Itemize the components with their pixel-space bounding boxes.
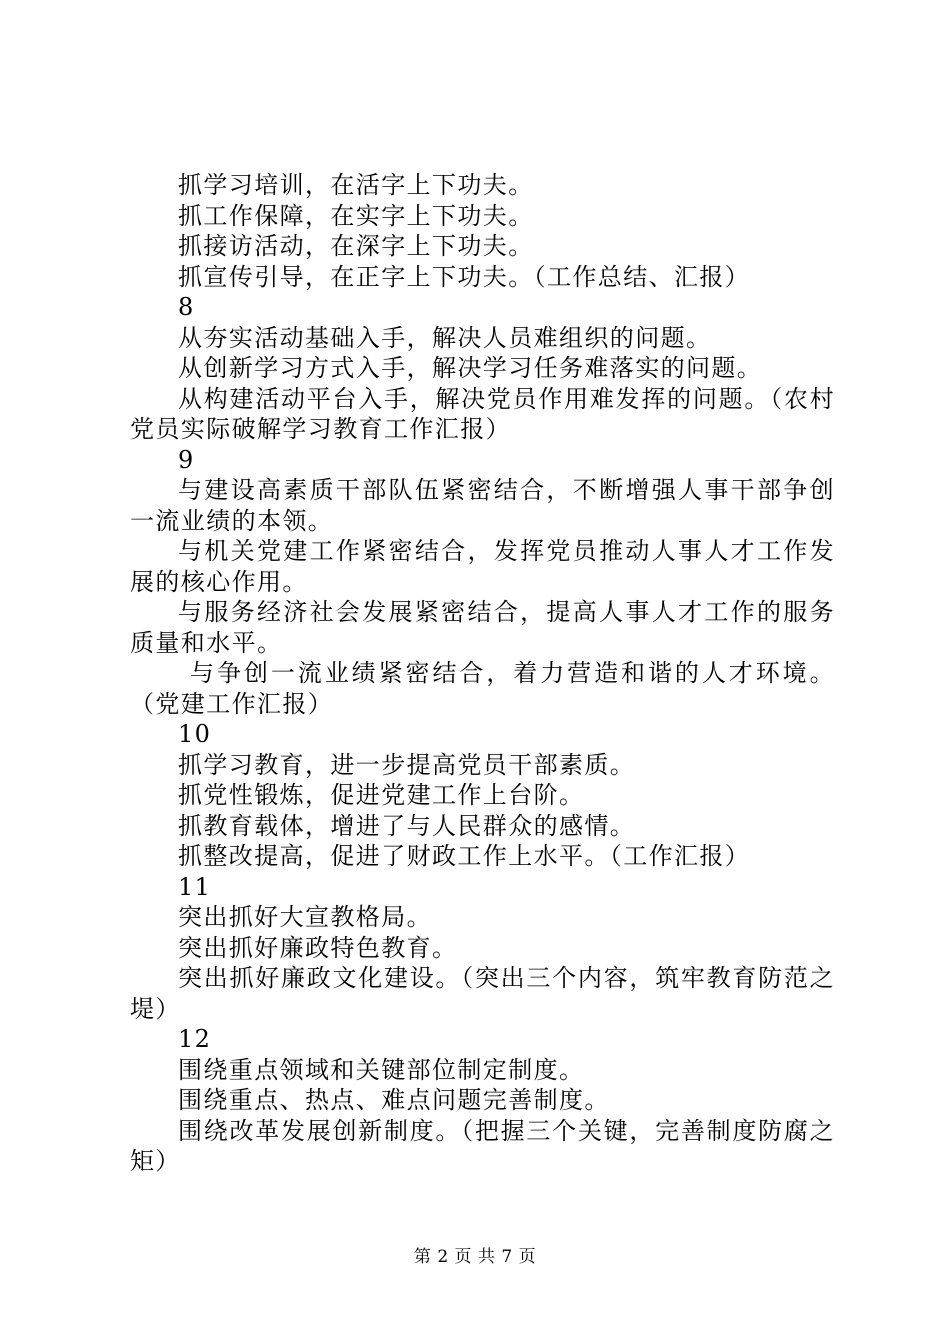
text-line: 抓整改提高，促进了财政工作上水平。（工作汇报） [178,842,751,870]
page-footer [0,1242,950,1267]
paragraph: 与争创一流业绩紧密结合，着力营造和谐的人才环境。（党建工作汇报） [130,659,835,718]
text-line: 抓学习培训，在活字上下功夫。 [178,171,534,199]
paragraph: 与建设高素质干部队伍紧密结合，不断增强人事干部争创一流业绩的本领。 [130,476,835,535]
section-number: 12 [178,1025,212,1053]
text-line: 抓宣传引导，在正字上下功夫。（工作总结、汇报） [178,262,751,291]
section-number: 8 [178,293,195,321]
text-line: 抓学习教育，进一步提高党员干部素质。 [178,750,636,779]
paragraph: 从构建活动平台入手，解决党员作用难发挥的问题。（农村党员实际破解学习教育工作汇报） [130,384,835,443]
text-line: 围绕重点、热点、难点问题完善制度。 [178,1086,610,1114]
text-line: 突出抓好廉政特色教育。 [178,933,458,962]
page-number-label: 第 2 页 共 7 页 [413,1247,537,1267]
section-number: 11 [178,872,212,901]
section-number: 10 [178,720,212,748]
section-number: 9 [178,445,195,474]
paragraph: 与服务经济社会发展紧密结合，提高人事人才工作的服务质量和水平。 [130,598,835,657]
text-line: 抓接访活动，在深字上下功夫。 [178,232,534,260]
document-body [130,170,835,1177]
text-line: 围绕重点领域和关键部位制定制度。 [178,1055,585,1084]
text-line: 突出抓好大宣教格局。 [178,903,432,931]
text-line: 抓工作保障，在实字上下功夫。 [178,201,534,230]
text-line: 抓党性锻炼，促进党建工作上台阶。 [178,781,585,809]
text-line: 抓教育载体，增进了与人民群众的感情。 [178,811,636,840]
paragraph: 围绕改革发展创新制度。（把握三个关键，完善制度防腐之矩） [130,1116,835,1175]
paragraph: 突出抓好廉政文化建设。（突出三个内容，筑牢教育防范之堤） [130,964,835,1023]
paragraph: 与机关党建工作紧密结合，发挥党员推动人事人才工作发展的核心作用。 [130,537,835,596]
text-line: 从创新学习方式入手，解决学习任务难落实的问题。 [178,354,763,382]
text-line: 从夯实活动基础入手，解决人员难组织的问题。 [178,323,712,352]
